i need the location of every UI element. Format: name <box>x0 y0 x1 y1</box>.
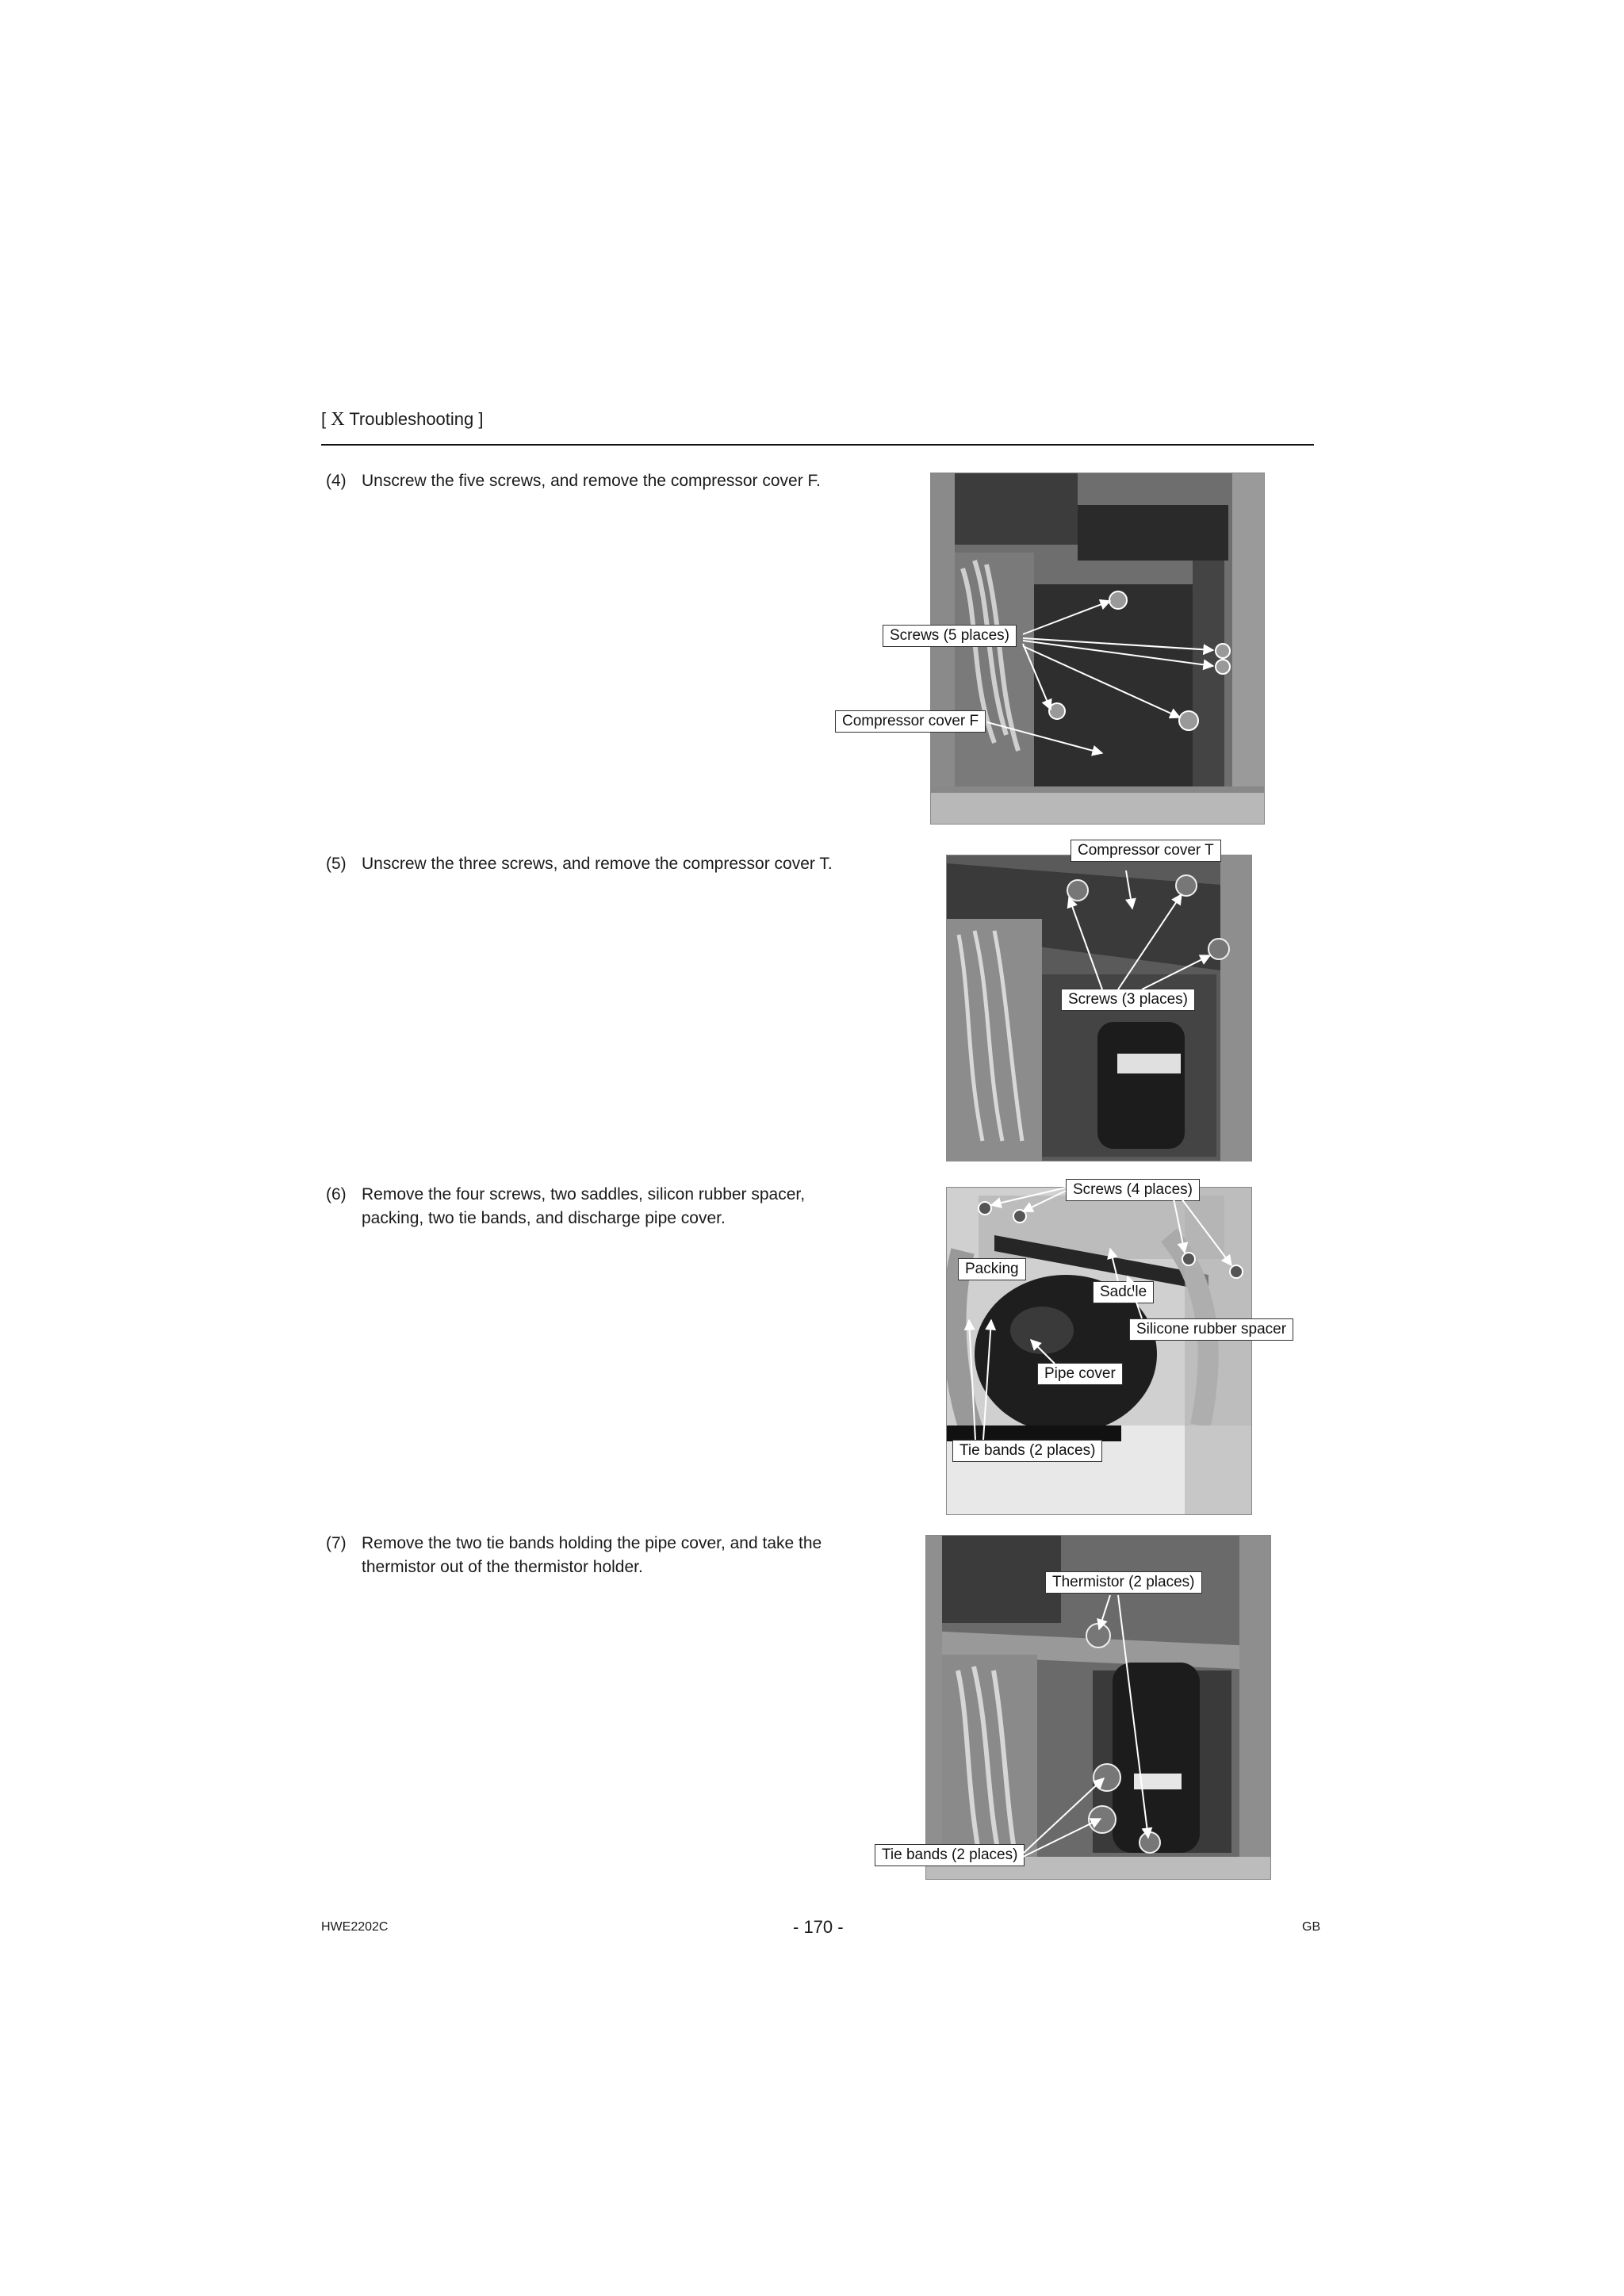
step-text: Unscrew the five screws, and remove the compressor cover F. <box>362 472 821 490</box>
callout-screws-3: Screws (3 places) <box>1061 989 1195 1011</box>
step-number: (7) <box>326 1534 347 1552</box>
step-number: (4) <box>326 472 347 490</box>
callout-screws-5: Screws (5 places) <box>883 625 1017 647</box>
header-bracket-close: ] <box>478 409 484 429</box>
step-number: (6) <box>326 1185 347 1203</box>
header-rule <box>321 444 1314 446</box>
page-number: - 170 - <box>793 1917 844 1937</box>
step-text: Unscrew the three screws, and remove the compressor cover T. <box>362 855 833 873</box>
callout-screws-4: Screws (4 places) <box>1066 1179 1200 1201</box>
callout-compressor-cover-t: Compressor cover T <box>1071 840 1221 862</box>
callout-compressor-cover-f: Compressor cover F <box>835 710 986 733</box>
callout-tie-bands-2: Tie bands (2 places) <box>875 1844 1025 1866</box>
header-bracket-open: [ <box>321 409 327 429</box>
figure-compressor-cover-f <box>930 473 1265 825</box>
step-7 <box>326 1532 833 1579</box>
step-number: (5) <box>326 855 347 873</box>
callout-silicone-rubber-spacer: Silicone rubber spacer <box>1129 1318 1293 1341</box>
callout-tie-bands: Tie bands (2 places) <box>952 1440 1102 1462</box>
section-letter: X <box>331 409 345 430</box>
callout-packing: Packing <box>958 1258 1026 1280</box>
figure-pipe-cover <box>946 1187 1252 1515</box>
doc-code: HWE2202C <box>321 1920 389 1934</box>
step-5 <box>326 852 833 876</box>
section-title: Troubleshooting <box>349 409 474 429</box>
step-text: Remove the two tie bands holding the pipe cover, and take the thermistor out of the thermistor holder. <box>362 1534 822 1576</box>
callout-saddle: Saddle <box>1093 1281 1154 1303</box>
step-text: Remove the four screws, two saddles, silicon rubber spacer, packing, two tie bands, and discharge pipe cover. <box>362 1185 806 1227</box>
callout-thermistor: Thermistor (2 places) <box>1045 1571 1202 1594</box>
section-header <box>321 409 484 430</box>
step-6 <box>326 1183 833 1230</box>
language-code: GB <box>1302 1920 1321 1934</box>
step-4 <box>326 469 833 493</box>
callout-pipe-cover: Pipe cover <box>1037 1363 1123 1385</box>
